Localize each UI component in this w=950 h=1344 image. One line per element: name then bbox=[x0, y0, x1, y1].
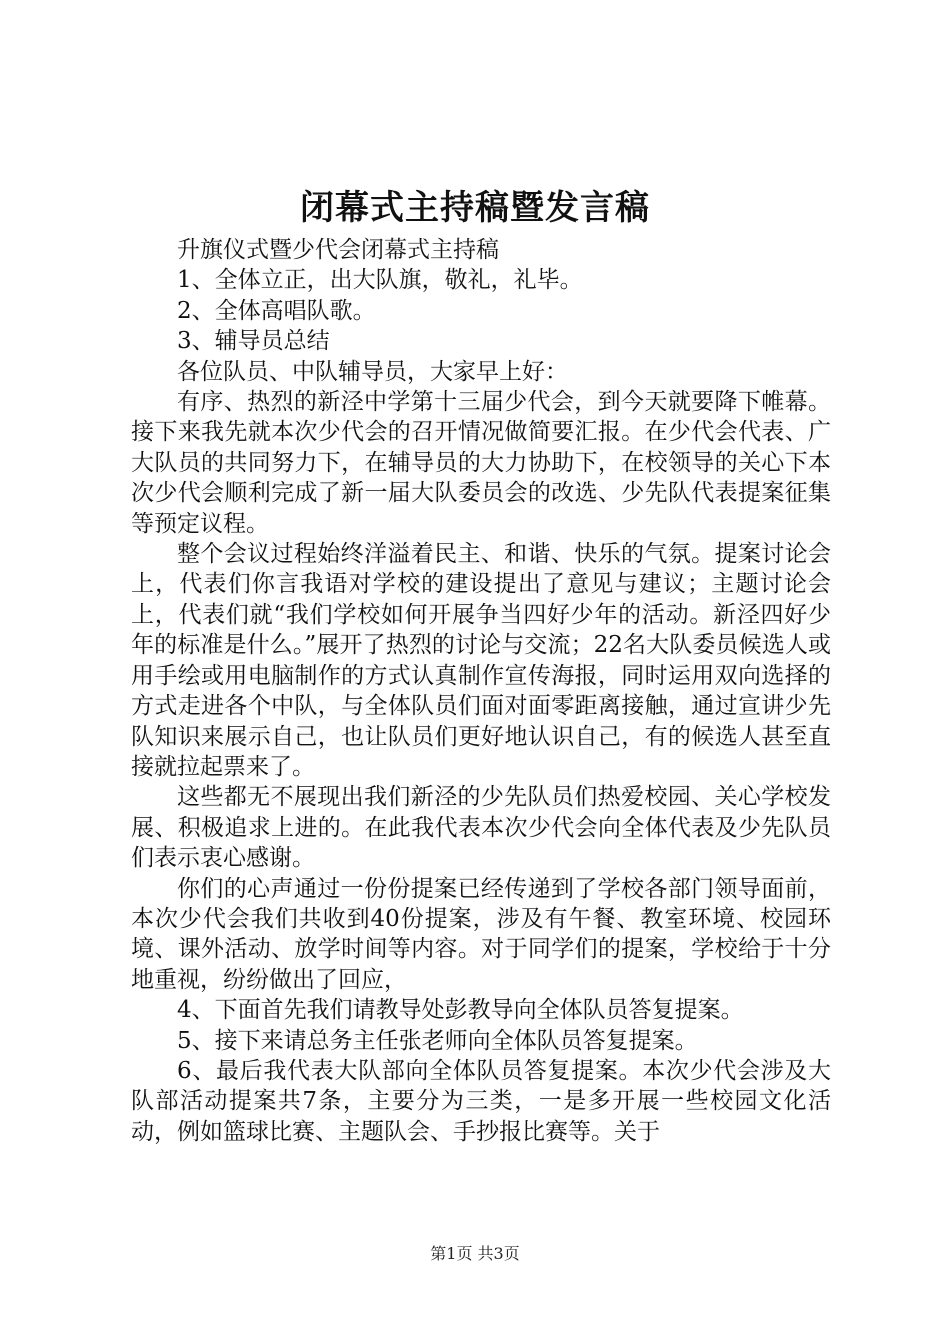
paragraph: 3、辅导员总结 bbox=[177, 328, 330, 355]
paragraph: 6、最后我代表大队部向全体队员答复提案。本次少代会涉及大队部活动提案共7条，主要分为三类，一是多开展一些校园文化活动，例如篮球比赛、主题队会、手抄报比赛等。关于 bbox=[131, 1057, 831, 1145]
paragraph: 整个会议过程始终洋溢着民主、和谐、快乐的气氛。提案讨论会上，代表们你言我语对学校的建设提出了意见与建议；主题讨论会上，代表们就“我们学校如何开展争当四好少年的活动。新泾四好少年的标准是什么。”展开了热烈的讨论与交流；22名大队委员候选人或用手绘或用电脑制作的方式认真制作宣传海报，同时运用双向选择的方式走进各个中队，与全体队员们面对面零距离接触，通过宣讲少先队知识来展示自己，也让队员们更好地认识自己，有的候选人甚至直接就拉起票来了。 bbox=[131, 541, 831, 780]
document-body bbox=[131, 235, 831, 1147]
page-footer: 第1页 共3页 bbox=[430, 1244, 520, 1263]
paragraph: 2、全体高唱队歌。 bbox=[177, 297, 376, 324]
paragraph: 升旗仪式暨少代会闭幕式主持稿 bbox=[177, 237, 499, 263]
paragraph: 这些都无不展现出我们新泾的少先队员们热爱校园、关心学校发展、积极追求上进的。在此我代表本次少代会向全体代表及少先队员们表示衷心感谢。 bbox=[131, 784, 831, 872]
paragraph: 1、全体立正，出大队旗，敬礼，礼毕。 bbox=[177, 267, 583, 294]
document-title: 闭幕式主持稿暨发言稿 bbox=[300, 188, 650, 228]
paragraph: 有序、热烈的新泾中学第十三届少代会，到今天就要降下帷幕。接下来我先就本次少代会的召开情况做简要汇报。在少代会代表、广大队员的共同努力下，在辅导员的大力协助下，在校领导的关心下本次少代会顺利完成了新一届大队委员会的改选、少先队代表提案征集等预定议程。 bbox=[131, 389, 831, 537]
paragraph: 各位队员、中队辅导员，大家早上好： bbox=[177, 358, 568, 385]
paragraph: 5、接下来请总务主任张老师向全体队员答复提案。 bbox=[177, 1027, 698, 1054]
paragraph: 你们的心声通过一份份提案已经传递到了学校各部门领导面前，本次少代会我们共收到40份提案，涉及有午餐、教室环境、校园环境、课外活动、放学时间等内容。对于同学们的提案，学校给于十分地重视，纷纷做出了回应， bbox=[131, 875, 831, 993]
paragraph: 4、下面首先我们请教导处彭教导向全体队员答复提案。 bbox=[177, 997, 744, 1024]
